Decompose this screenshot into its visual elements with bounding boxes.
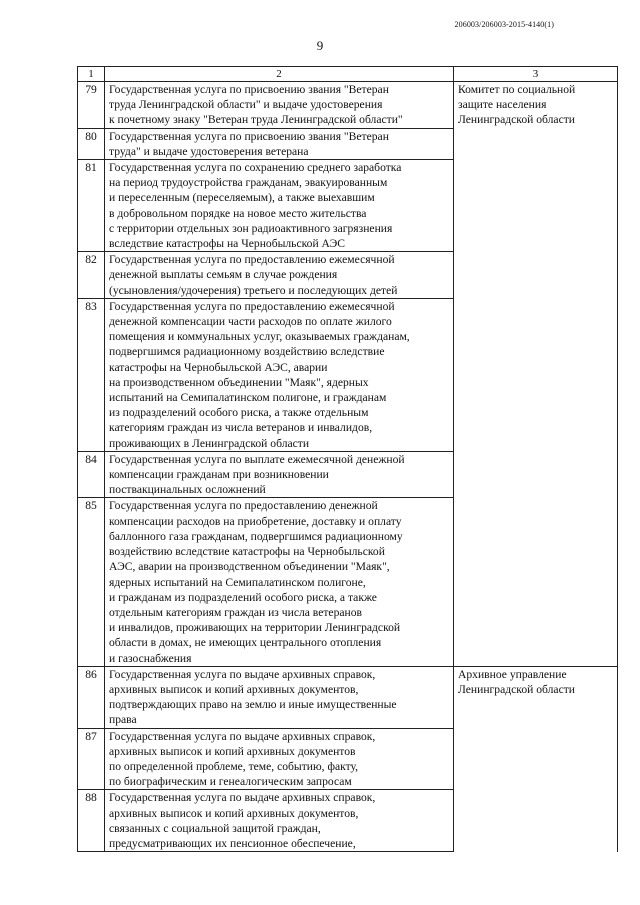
service-line: АЭС, аварии на производственном объединении "Маяк", (109, 560, 390, 574)
service-line: труда" и выдаче удостоверения ветерана (109, 144, 309, 158)
service-line: денежной компенсации части расходов по оплате жилого (109, 315, 392, 329)
authority-line: Ленинградской области (458, 113, 575, 127)
responsible-authority-continued (454, 451, 618, 498)
row-number: 83 (78, 298, 105, 451)
service-description (105, 498, 454, 666)
table-row (78, 160, 618, 252)
service-line: труда Ленинградской области" и выдаче удостоверения (109, 98, 383, 112)
responsible-authority-continued (454, 160, 618, 252)
document-id: 206003/206003-2015-4140(1) (454, 20, 554, 29)
responsible-authority-continued (454, 128, 618, 159)
service-description (105, 82, 454, 129)
service-line: компенсации расходов на приобретение, доставку и оплату (109, 514, 402, 528)
row-number: 82 (78, 252, 105, 299)
service-description (105, 298, 454, 451)
service-line: отдельным категориям граждан из числа ветеранов (109, 605, 362, 619)
service-line: предусматривающих их пенсионное обеспечение, (109, 836, 356, 850)
table-row (78, 298, 618, 451)
authority-line: Ленинградской области (458, 682, 575, 696)
responsible-authority-continued (454, 790, 618, 852)
service-line: Государственная услуга по выдаче архивных справок, (109, 667, 376, 681)
service-description (105, 790, 454, 852)
service-line: Государственная услуга по предоставлению ежемесячной (109, 299, 395, 313)
service-line: архивных выписок и копий архивных документов (109, 744, 356, 758)
responsible-authority-continued (454, 498, 618, 666)
service-line: подтверждающих право на землю и иные имущественные (109, 698, 397, 712)
service-line: и гражданам из подразделений особого риска, а также (109, 590, 377, 604)
service-line: на период трудоустройства гражданам, эвакуированным (109, 176, 388, 190)
service-line: и инвалидов, проживающих на территории Ленинградской (109, 621, 401, 635)
service-line: области в домах, не имеющих центрального отопления (109, 636, 382, 650)
service-line: баллонного газа гражданам, подвергшимся радиационному (109, 529, 403, 543)
responsible-authority (454, 666, 618, 728)
table-row (78, 82, 618, 129)
service-description (105, 160, 454, 252)
service-line: Государственная услуга по предоставлению денежной (109, 499, 378, 513)
table-row (78, 728, 618, 790)
service-line: архивных выписок и копий архивных документов, (109, 806, 359, 820)
table-header-row (78, 67, 618, 82)
service-description (105, 666, 454, 728)
row-number: 86 (78, 666, 105, 728)
services-table (77, 66, 618, 852)
header-col-2: 2 (105, 67, 454, 82)
service-line: Государственная услуга по выдаче архивных справок, (109, 791, 376, 805)
service-line: проживающих в Ленинградской области (109, 436, 310, 450)
service-line: из подразделений особого риска, а также отдельным (109, 406, 369, 420)
service-line: ядерных испытаний на Семипалатинском полигоне, (109, 575, 366, 589)
service-line: поствакцинальных осложнений (109, 483, 266, 497)
table-row (78, 790, 618, 852)
service-line: на производственном объединении "Маяк", ядерных (109, 375, 369, 389)
service-line: и переселенным (переселяемым), а также выехавшим (109, 191, 375, 205)
service-description (105, 728, 454, 790)
authority-line: Архивное управление (458, 667, 567, 681)
service-line: денежной выплаты семьям в случае рождения (109, 268, 338, 282)
service-line: к почетному знаку "Ветеран труда Ленинградской области" (109, 113, 403, 127)
service-line: в добровольном порядке на новое место жительства (109, 206, 367, 220)
row-number: 85 (78, 498, 105, 666)
service-line: Государственная услуга по выдаче архивных справок, (109, 729, 376, 743)
service-line: воздействию вследствие катастрофы на Чернобыльской (109, 545, 385, 559)
row-number: 87 (78, 728, 105, 790)
service-line: Государственная услуга по выплате ежемесячной денежной (109, 452, 405, 466)
row-number: 79 (78, 82, 105, 129)
service-line: и газоснабжения (109, 651, 192, 665)
service-line: вследствие катастрофы на Чернобыльской АЭС (109, 237, 346, 251)
responsible-authority-continued (454, 298, 618, 451)
service-line: связанных с социальной защитой граждан, (109, 821, 321, 835)
service-line: категориям граждан из числа ветеранов и инвалидов, (109, 421, 373, 435)
table-row (78, 498, 618, 666)
authority-line: Комитет по социальной (458, 83, 576, 96)
service-line: Государственная услуга по присвоению звания "Ветеран (109, 83, 389, 96)
service-line: по биографическим и генеалогическим запросам (109, 775, 352, 789)
header-col-3: 3 (454, 67, 618, 82)
row-number: 81 (78, 160, 105, 252)
service-line: компенсации гражданам при возникновении (109, 468, 329, 482)
page-number: 9 (316, 38, 324, 53)
service-line: Государственная услуга по сохранению среднего заработка (109, 161, 402, 175)
authority-line: защите населения (458, 98, 547, 112)
table-row (78, 128, 618, 159)
table-row (78, 451, 618, 498)
header-col-1: 1 (78, 67, 105, 82)
service-line: архивных выписок и копий архивных документов, (109, 682, 359, 696)
responsible-authority-continued (454, 252, 618, 299)
service-description (105, 451, 454, 498)
responsible-authority (454, 82, 618, 129)
service-line: Государственная услуга по присвоению звания "Ветеран (109, 129, 389, 143)
service-line: испытаний на Семипалатинском полигоне, и гражданам (109, 391, 387, 405)
service-line: помещения и коммунальных услуг, оказываемых гражданам, (109, 330, 410, 344)
row-number: 88 (78, 790, 105, 852)
table-row (78, 252, 618, 299)
service-line: катастрофы на Чернобыльской АЭС, аварии (109, 360, 328, 374)
service-line: Государственная услуга по предоставлению ежемесячной (109, 253, 395, 267)
table-row (78, 666, 618, 728)
row-number: 80 (78, 128, 105, 159)
responsible-authority-continued (454, 728, 618, 790)
row-number: 84 (78, 451, 105, 498)
service-line: (усыновления/удочерения) третьего и последующих детей (109, 283, 398, 297)
service-line: с территории отдельных зон радиоактивного загрязнения (109, 221, 393, 235)
service-line: подвергшимся радиационному воздействию вследствие (109, 345, 385, 359)
service-line: права (109, 713, 137, 727)
service-description (105, 252, 454, 299)
service-line: по определенной проблеме, теме, событию, факту, (109, 759, 359, 773)
service-description (105, 128, 454, 159)
